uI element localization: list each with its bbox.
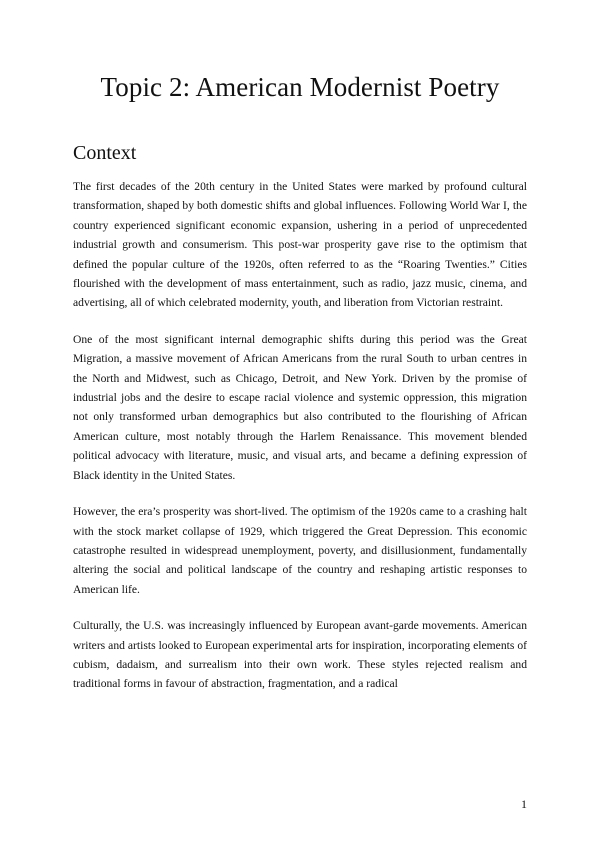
paragraph-2: One of the most significant internal demographic shifts during this period was the Great Migration, a massive movement of African Americans from the rural South to urban centres in the North and Midwest, such as Chicago, Detroit, and New York. Driven by the promise of industrial jobs and the desire to escape racial violence and systemic oppression, this migration not only transformed urban demographics but also contributed to the flourishing of African American culture, most notably through the Harlem Renaissance. This movement blended political advocacy with literature, music, and visual arts, and became a defining expression of Black identity in the United States. <box>73 332 527 482</box>
paragraph-3: However, the era’s prosperity was short-lived. The optimism of the 1920s came to a crashing halt with the stock market collapse of 1929, which triggered the Great Depression. This economic catastrophe resulted in widespread unemployment, poverty, and disillusionment, fundamentally altering the social and political landscape of the country and reshaping artistic responses to American life. <box>73 505 527 596</box>
page-title: Topic 2: American Modernist Poetry <box>100 72 500 102</box>
page-number: 1 <box>521 797 527 811</box>
body-text <box>73 177 527 711</box>
paragraph-4: Culturally, the U.S. was increasingly influenced by European avant-garde movements. American writers and artists looked to European experimental arts for inspiration, incorporating elements of cubism, dadaism, and surrealism into their own work. These styles rejected realism and traditional forms in favour of abstraction, fragmentation, and a radical <box>73 619 527 691</box>
section-heading-context: Context <box>73 142 137 164</box>
paragraph-1: The first decades of the 20th century in the United States were marked by profound cultural transformation, shaped by both domestic shifts and global influences. Following World War I, the country experienced significant economic expansion, ushering in a period of unprecedented industrial growth and consumerism. This post-war prosperity gave rise to the optimism that defined the popular culture of the 1920s, often referred to as the “Roaring Twenties.” Cities flourished with the development of mass entertainment, such as radio, jazz music, cinema, and advertising, all of which celebrated modernity, youth, and liberation from Victorian restraint. <box>73 180 527 310</box>
